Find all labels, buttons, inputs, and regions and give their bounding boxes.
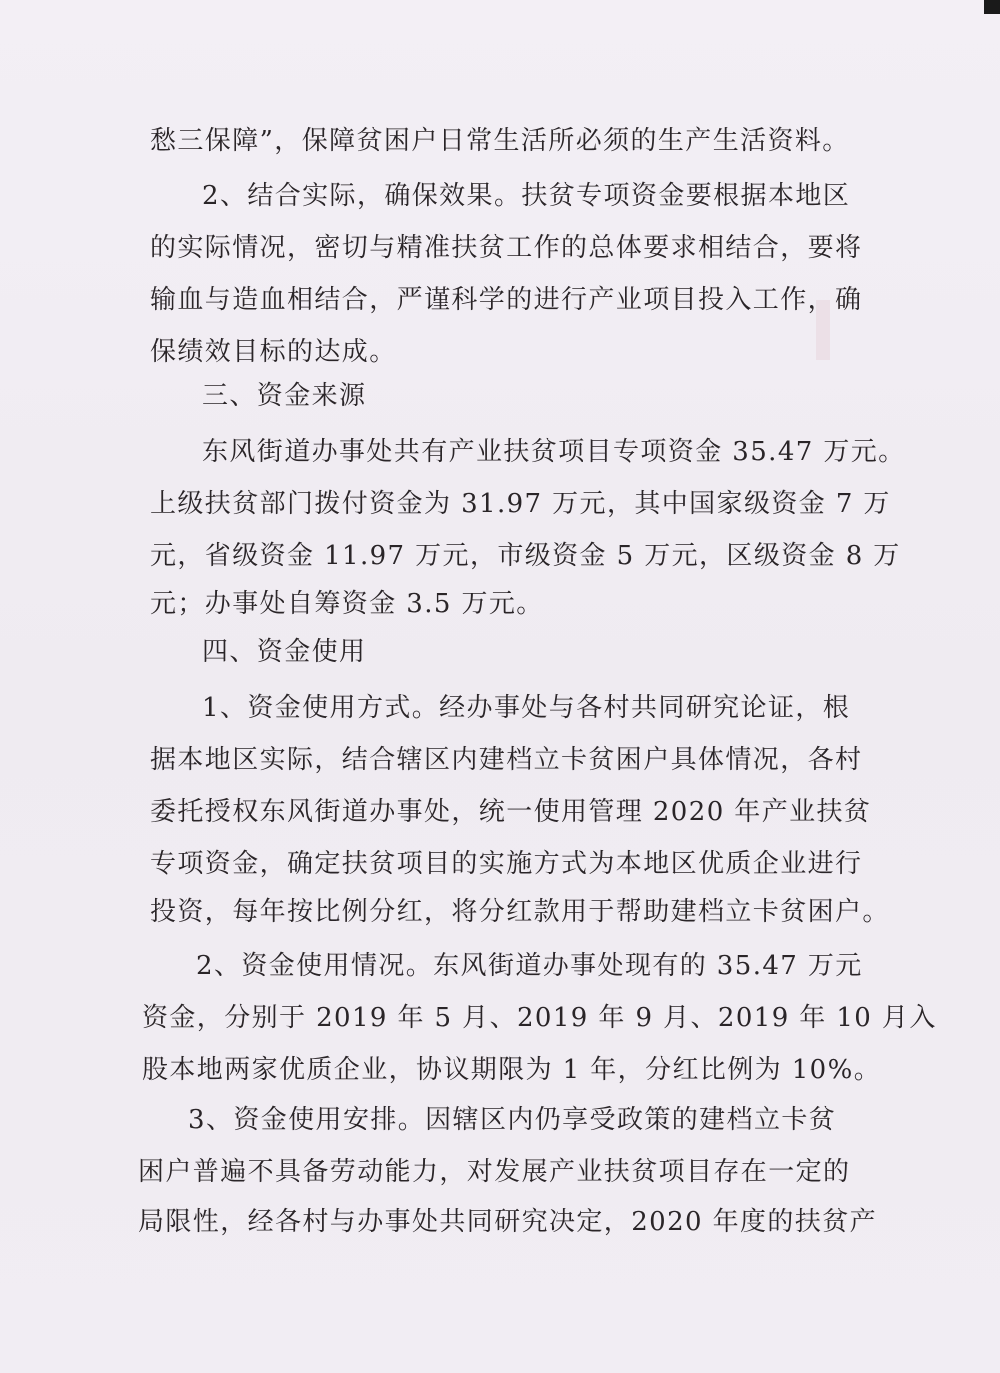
body-line: 保绩效目标的达成。	[150, 337, 397, 367]
section-heading: 三、资金来源	[202, 381, 367, 411]
body-line: 2、资金使用情况。东风街道办事处现有的 35.47 万元	[196, 951, 863, 981]
body-line: 股本地两家优质企业，协议期限为 1 年，分红比例为 10%。	[142, 1055, 882, 1085]
body-line: 专项资金，确定扶贫项目的实施方式为本地区优质企业进行	[150, 849, 863, 879]
body-line: 2、结合实际，确保效果。扶贫专项资金要根据本地区	[202, 181, 851, 211]
body-line: 上级扶贫部门拨付资金为 31.97 万元，其中国家级资金 7 万	[150, 489, 891, 519]
body-line: 3、资金使用安排。因辖区内仍享受政策的建档立卡贫	[188, 1105, 837, 1135]
body-line: 局限性，经各村与办事处共同研究决定，2020 年度的扶贫产	[138, 1207, 878, 1237]
body-line: 元；办事处自筹资金 3.5 万元。	[150, 589, 544, 619]
body-line: 的实际情况，密切与精准扶贫工作的总体要求相结合，要将	[150, 233, 863, 263]
body-line: 资金，分别于 2019 年 5 月、2019 年 9 月、2019 年 10 月入	[142, 1003, 937, 1033]
body-line: 输血与造血相结合，严谨科学的进行产业项目投入工作，确	[150, 285, 863, 315]
section-heading: 四、资金使用	[202, 637, 367, 667]
body-line: 委托授权东风街道办事处，统一使用管理 2020 年产业扶贫	[150, 797, 872, 827]
body-line: 1、资金使用方式。经办事处与各村共同研究论证，根	[202, 693, 851, 723]
body-line: 困户普遍不具备劳动能力，对发展产业扶贫项目存在一定的	[138, 1157, 851, 1187]
body-line: 投资，每年按比例分红，将分红款用于帮助建档立卡贫困户。	[150, 897, 890, 927]
body-line: 元，省级资金 11.97 万元，市级资金 5 万元，区级资金 8 万	[150, 541, 901, 571]
body-line: 愁三保障”，保障贫困户日常生活所必须的生产生活资料。	[150, 126, 850, 156]
body-line: 东风街道办事处共有产业扶贫项目专项资金 35.47 万元。	[202, 437, 906, 467]
body-line: 据本地区实际，结合辖区内建档立卡贫困户具体情况，各村	[150, 745, 863, 775]
